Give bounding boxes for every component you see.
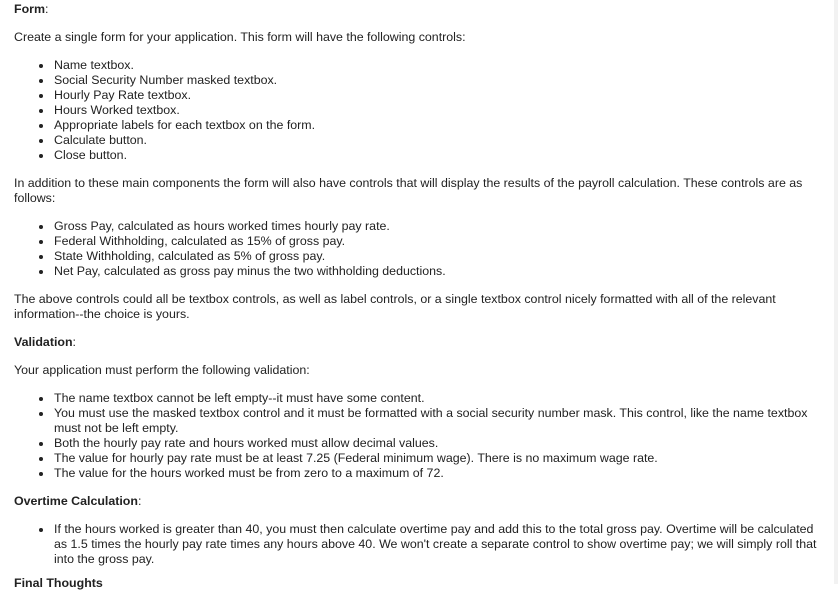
list-item: Net Pay, calculated as gross pay minus the two withholding deductions. <box>54 264 820 279</box>
list-item: Hourly Pay Rate textbox. <box>54 88 820 103</box>
overtime-rules-list <box>14 522 820 567</box>
final-thoughts-heading: Final Thoughts <box>14 576 103 590</box>
list-item: State Withholding, calculated as 5% of gross pay. <box>54 249 820 264</box>
list-item: Appropriate labels for each textbox on the form. <box>54 118 820 133</box>
form-heading: Form: <box>14 2 49 16</box>
list-item: Both the hourly pay rate and hours worked must allow decimal values. <box>54 436 820 451</box>
form-controls-list <box>14 58 820 163</box>
results-intro: In addition to these main components the form will also have controls that will display the results of the payroll calculation. These controls are as follows: <box>14 176 803 205</box>
list-item: The value for hourly pay rate must be at least 7.25 (Federal minimum wage). There is no maximum wage rate. <box>54 451 820 466</box>
overtime-heading: Overtime Calculation: <box>14 494 142 508</box>
validation-heading: Validation: <box>14 335 76 349</box>
list-item: Close button. <box>54 148 820 163</box>
form-intro: Create a single form for your application. This form will have the following controls: <box>14 30 466 44</box>
list-item: Social Security Number masked textbox. <box>54 73 820 88</box>
list-item: Name textbox. <box>54 58 820 73</box>
form-closing: The above controls could all be textbox controls, as well as label controls, or a single textbox control nicely formatted with all of the relevant information--the choice is yours. <box>14 292 776 321</box>
list-item: Hours Worked textbox. <box>54 103 820 118</box>
validation-intro: Your application must perform the following validation: <box>14 363 310 377</box>
results-list <box>14 219 820 279</box>
list-item: You must use the masked textbox control and it must be formatted with a social security number mask. This control, like the name textbox must not be left empty. <box>54 406 820 436</box>
list-item: Federal Withholding, calculated as 15% of gross pay. <box>54 234 820 249</box>
list-item: Calculate button. <box>54 133 820 148</box>
scrollbar-track[interactable] <box>834 0 838 584</box>
assignment-document <box>14 2 820 580</box>
list-item: If the hours worked is greater than 40, you must then calculate overtime pay and add this to the total gross pay. Overtime will be calculated as 1.5 times the hourly pay rate times any hours above 40. We won't create a separate control to show overtime pay; we will simply roll that into the gross pay. <box>54 522 820 567</box>
list-item: Gross Pay, calculated as hours worked times hourly pay rate. <box>54 219 820 234</box>
list-item: The value for the hours worked must be from zero to a maximum of 72. <box>54 466 820 481</box>
list-item: The name textbox cannot be left empty--it must have some content. <box>54 391 820 406</box>
validation-rules-list <box>14 391 820 481</box>
